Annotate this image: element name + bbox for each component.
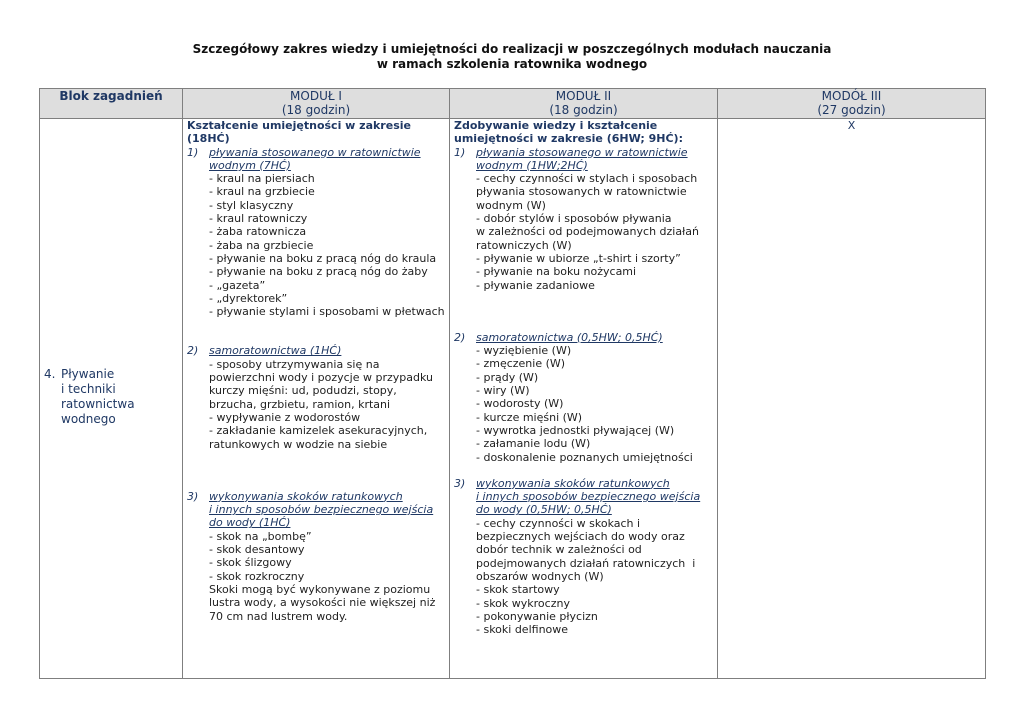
title-line-2: w ramach szkolenia ratownika wodnego: [376, 57, 648, 71]
list-item: - styl klasyczny: [209, 198, 294, 212]
section-title-line: samoratownictwa (0,5HW; 0,5HĆ): [476, 330, 663, 344]
section-number: 3): [187, 489, 199, 503]
module-2-section-2: [454, 331, 713, 464]
modules-table: [39, 88, 986, 679]
section-title-line: wykonywania skoków ratunkowych: [209, 489, 403, 503]
module-1-section-3: [187, 490, 445, 623]
module-1-section-1: [187, 146, 445, 319]
heading-line: Kształcenie umiejętności w zakresie: [187, 119, 411, 132]
list-item: lustra wody, a wysokości nie większej niż: [209, 596, 436, 610]
header-module-3: [718, 89, 986, 119]
module-3-cell: [718, 119, 986, 679]
list-item: - kraul ratowniczy: [209, 212, 308, 226]
list-item: - prądy (W): [476, 370, 539, 384]
list-item: dobór technik w zależności od: [476, 543, 642, 557]
list-item: - skok wykroczny: [476, 596, 570, 610]
header-module-1: [183, 89, 450, 119]
list-item: ratowniczych (W): [476, 238, 572, 252]
table-header-row: [40, 89, 986, 119]
section-number: 1): [187, 145, 199, 159]
module-3-value: X: [847, 119, 856, 132]
blok-line: ratownictwa: [61, 397, 135, 411]
blok-line: Pływanie: [61, 367, 115, 381]
list-item: - cechy czynności w stylach i sposobach: [476, 172, 698, 186]
module-1-heading: [187, 119, 445, 146]
list-item: - skok ślizgowy: [209, 556, 292, 570]
list-item: Skoki mogą być wykonywane z poziomu: [209, 582, 431, 596]
section-number: 2): [454, 330, 466, 344]
section-title-line: samoratownictwa (1HĆ): [209, 344, 342, 358]
list-item: - pływanie w ubiorze „t-shirt i szorty”: [476, 251, 681, 265]
list-item: - kraul na grzbiecie: [209, 185, 315, 199]
section-number: 3): [454, 476, 466, 490]
list-item: - pływanie stylami i sposobami w płetwach: [209, 305, 445, 319]
module-2-heading: [454, 119, 713, 146]
list-item: powierzchni wody i pozycje w przypadku: [209, 371, 433, 385]
list-item: - wodorosty (W): [476, 397, 564, 411]
module-3-hours: (27 godzin): [817, 103, 886, 117]
header-blok: Blok zagadnień: [40, 89, 183, 119]
list-item: - skok desantowy: [209, 543, 305, 557]
list-item: - zmęczenie (W): [476, 357, 566, 371]
list-item: - skok na „bombę”: [209, 529, 312, 543]
heading-line: umiejętności w zakresie (6HW; 9HĆ):: [454, 132, 683, 146]
module-1-name: MODUŁ I: [290, 89, 342, 103]
list-item: ratunkowych w wodzie na siebie: [209, 437, 388, 451]
module-1-cell: [183, 119, 450, 679]
list-item: 70 cm nad lustrem wody.: [209, 609, 348, 623]
list-item: - pływanie na boku nożycami: [476, 265, 637, 279]
section-title-line: wodnym (1HW;2HĆ): [476, 158, 588, 172]
list-item: - pokonywanie płycizn: [476, 609, 598, 623]
module-1-section-2: [187, 344, 445, 450]
list-item: brzucha, grzbietu, ramion, krtani: [209, 397, 391, 411]
heading-line: Zdobywanie wiedzy i kształcenie: [454, 119, 658, 132]
blok-cell: [40, 119, 183, 679]
list-item: - wyziębienie (W): [476, 344, 572, 358]
list-item: obszarów wodnych (W): [476, 569, 604, 583]
list-item: - zakładanie kamizelek asekuracyjnych,: [209, 424, 428, 438]
list-item: - pływanie na boku z pracą nóg do kraula: [209, 251, 437, 265]
section-title-line: i innych sposobów bezpiecznego wejścia: [476, 490, 701, 504]
heading-line: (18HĆ): [187, 132, 230, 146]
list-item: - wywrotka jednostki pływającej (W): [476, 423, 675, 437]
section-title-line: i innych sposobów bezpiecznego wejścia: [209, 503, 434, 517]
module-2-cell: [450, 119, 718, 679]
list-item: - wiry (W): [476, 384, 530, 398]
list-item: - załamanie lodu (W): [476, 437, 591, 451]
module-2-hours: (18 godzin): [549, 103, 618, 117]
list-item: podejmowanych działań ratowniczych i: [476, 556, 696, 570]
list-item: bezpiecznych wejściach do wody oraz: [476, 530, 685, 544]
list-item: - kraul na piersiach: [209, 172, 315, 186]
module-2-name: MODUŁ II: [555, 89, 612, 103]
list-item: - wypływanie z wodorostów: [209, 410, 361, 424]
list-item: - pływanie na boku z pracą nóg do żaby: [209, 265, 428, 279]
list-item: - „dyrektorek”: [209, 291, 288, 305]
list-item: - „gazeta”: [209, 278, 266, 292]
list-item: - pływanie zadaniowe: [476, 278, 595, 292]
section-number: 2): [187, 344, 199, 358]
section-title-line: do wody (1HĆ): [209, 516, 291, 530]
blok-line: wodnego: [61, 412, 116, 426]
list-item: pływania stosowanych w ratownictwie: [476, 185, 687, 199]
table-row: [40, 119, 986, 679]
module-2-section-1: [454, 146, 713, 292]
blok-number: 4.: [44, 367, 56, 381]
document-title: [0, 42, 1024, 72]
list-item: w zależności od podejmowanych działań: [476, 225, 699, 239]
list-item: - skoki delfinowe: [476, 623, 569, 637]
section-title-line: do wody (0,5HW; 0,5HĆ): [476, 503, 612, 517]
section-title-line: wykonywania skoków ratunkowych: [476, 476, 670, 490]
header-module-2: [450, 89, 718, 119]
module-1-hours: (18 godzin): [281, 103, 351, 117]
list-item: - doskonalenie poznanych umiejętności: [476, 450, 693, 464]
list-item: kurczy mięśni: ud, podudzi, stopy,: [209, 384, 397, 398]
module-3-name: MODÓŁ III: [821, 89, 882, 103]
title-line-1: Szczegółowy zakres wiedzy i umiejętności do realizacji w poszczególnych modułach nauczania: [192, 42, 832, 56]
list-item: - sposoby utrzymywania się na: [209, 357, 380, 371]
list-item: wodnym (W): [476, 198, 546, 212]
module-2-section-3: [454, 477, 713, 637]
section-title-line: pływania stosowanego w ratownictwie: [476, 145, 688, 159]
list-item: - dobór stylów i sposobów pływania: [476, 212, 672, 226]
list-item: - żaba ratownicza: [209, 225, 307, 239]
blok-line: i techniki: [61, 382, 116, 396]
list-item: - cechy czynności w skokach i: [476, 516, 641, 530]
list-item: - żaba na grzbiecie: [209, 238, 314, 252]
section-number: 1): [454, 145, 466, 159]
list-item: - skok rozkroczny: [209, 569, 305, 583]
section-title-line: wodnym (7HĆ): [209, 158, 291, 172]
list-item: - kurcze mięśni (W): [476, 410, 583, 424]
section-title-line: pływania stosowanego w ratownictwie: [209, 145, 421, 159]
list-item: - skok startowy: [476, 583, 560, 597]
